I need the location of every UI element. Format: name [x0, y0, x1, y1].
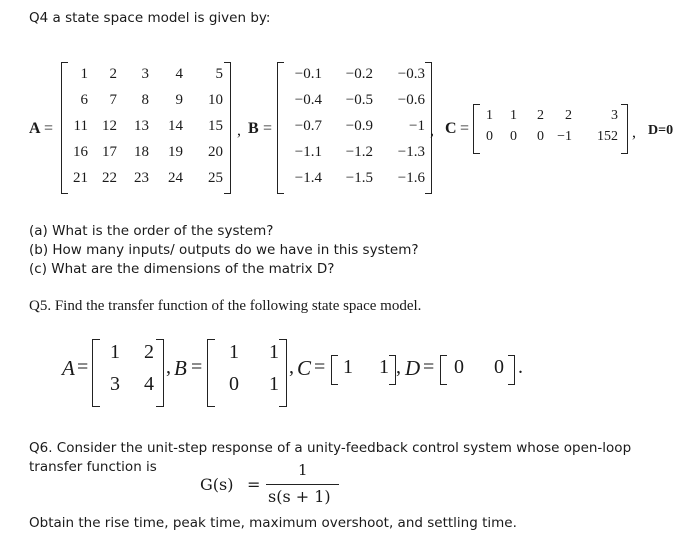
matrix-cell: 1 [269, 341, 279, 363]
matrix-cell: −0.4 [294, 92, 322, 108]
matrix-cell: 23 [134, 170, 149, 186]
matrix-cell: −1.6 [397, 170, 425, 186]
matrix-cell: 3 [141, 66, 149, 82]
comma: , [166, 356, 171, 378]
q4-part-a: (a) What is the order of the system? [29, 223, 274, 239]
q5-matrix-d [440, 355, 515, 385]
fraction-bar [266, 484, 339, 485]
q6-line-3: Obtain the rise time, peak time, maximum overshoot, and settling time. [29, 515, 517, 531]
matrix-cell: 25 [208, 170, 223, 186]
matrix-cell: 20 [208, 144, 223, 160]
matrix-cell: −1.5 [345, 170, 373, 186]
matrix-cell: 1 [80, 66, 88, 82]
matrix-cell: −0.7 [294, 118, 322, 134]
q5-matrix-c [331, 355, 396, 385]
comma: , [237, 122, 241, 139]
matrix-cell: 0 [537, 129, 544, 144]
matrix-cell: 0 [454, 356, 464, 378]
matrix-cell: 1 [379, 356, 389, 378]
matrix-cell: 19 [168, 144, 183, 160]
q6-denominator: s(s + 1) [268, 487, 331, 506]
matrix-cell: 2 [537, 108, 544, 123]
q6-line-2: transfer function is [29, 459, 157, 475]
q4-part-b: (b) How many inputs/ outputs do we have in this system? [29, 242, 419, 258]
q5-matrix-a [92, 339, 164, 407]
matrix-cell: 2 [144, 341, 154, 363]
matrix-cell: 1 [229, 341, 239, 363]
q4-title: Q4 a state space model is given by: [29, 10, 271, 26]
equals-sign: = [460, 120, 470, 137]
matrix-cell: −0.9 [345, 118, 373, 134]
matrix-cell: 10 [208, 92, 223, 108]
matrix-cell: −1.3 [397, 144, 425, 160]
matrix-cell: 21 [73, 170, 88, 186]
matrix-cell: −0.1 [294, 66, 322, 82]
matrix-cell: 2 [109, 66, 117, 82]
equals-sign: = [44, 120, 54, 137]
matrix-cell: 0 [510, 129, 517, 144]
matrix-cell: 6 [80, 92, 88, 108]
matrix-cell: 5 [215, 66, 223, 82]
matrix-cell: 0 [229, 373, 239, 395]
matrix-cell: 2 [565, 108, 572, 123]
matrix-cell: 7 [109, 92, 117, 108]
matrix-cell: −1.4 [294, 170, 322, 186]
equals-sign: = [314, 356, 326, 378]
q5-matrix-b [207, 339, 287, 407]
q5-d-symbol: D [405, 356, 421, 380]
matrix-cell: −1 [409, 118, 425, 134]
matrix-cell: −1 [557, 129, 572, 144]
q6-numerator: 1 [298, 461, 308, 479]
matrix-cell: −1.1 [294, 144, 322, 160]
matrix-cell: 14 [168, 118, 183, 134]
matrix-c-label: C [445, 120, 457, 137]
matrix-a-label: A [29, 120, 41, 137]
equals-sign: = [77, 356, 89, 378]
matrix-cell: 4 [175, 66, 183, 82]
comma: , [632, 124, 636, 141]
comma: , [396, 356, 401, 378]
matrix-cell: 1 [110, 341, 120, 363]
matrix-cell: 3 [611, 108, 618, 123]
matrix-d-value: D=0 [648, 123, 674, 138]
matrix-cell: −0.3 [397, 66, 425, 82]
matrix-cell: 1 [510, 108, 517, 123]
matrix-cell: 16 [73, 144, 88, 160]
matrix-cell: 1 [343, 356, 353, 378]
q5-title: Q5. Find the transfer function of the following state space model. [29, 298, 422, 314]
matrix-cell: 11 [73, 118, 88, 134]
matrix-cell: 9 [175, 92, 183, 108]
matrix-cell: 4 [144, 373, 154, 395]
comma: , [430, 122, 434, 139]
period: . [518, 356, 523, 378]
matrix-cell: 18 [134, 144, 149, 160]
matrix-cell: 0 [494, 356, 504, 378]
matrix-cell: 17 [102, 144, 117, 160]
matrix-cell: 24 [168, 170, 183, 186]
equals-sign: = [191, 356, 203, 378]
matrix-cell: 1 [486, 108, 493, 123]
equals-sign: = [263, 120, 273, 137]
matrix-cell: 8 [141, 92, 149, 108]
matrix-cell: −0.5 [345, 92, 373, 108]
q5-a-symbol: A [62, 356, 75, 380]
q6-line-1: Q6. Consider the unit-step response of a unity-feedback control system whose open-loop [29, 440, 632, 456]
matrix-cell: −0.2 [345, 66, 373, 82]
equals-sign: = [423, 356, 435, 378]
matrix-cell: −0.6 [397, 92, 425, 108]
matrix-cell: 1 [269, 373, 279, 395]
matrix-c [473, 104, 628, 154]
matrix-b-label: B [248, 120, 259, 137]
comma: , [289, 356, 294, 378]
matrix-cell: −1.2 [345, 144, 373, 160]
matrix-a [61, 62, 231, 194]
matrix-cell: 12 [102, 118, 117, 134]
matrix-cell: 15 [208, 118, 223, 134]
matrix-cell: 152 [597, 129, 618, 144]
q4-part-c: (c) What are the dimensions of the matrix D? [29, 261, 335, 277]
matrix-cell: 3 [110, 373, 120, 395]
q5-b-symbol: B [174, 356, 187, 380]
matrix-b [277, 62, 432, 194]
matrix-cell: 0 [486, 129, 493, 144]
equals-sign: = [247, 475, 261, 494]
q5-c-symbol: C [297, 356, 312, 380]
q6-g-of-s: G(s) [200, 475, 234, 494]
matrix-cell: 13 [134, 118, 149, 134]
matrix-cell: 22 [102, 170, 117, 186]
